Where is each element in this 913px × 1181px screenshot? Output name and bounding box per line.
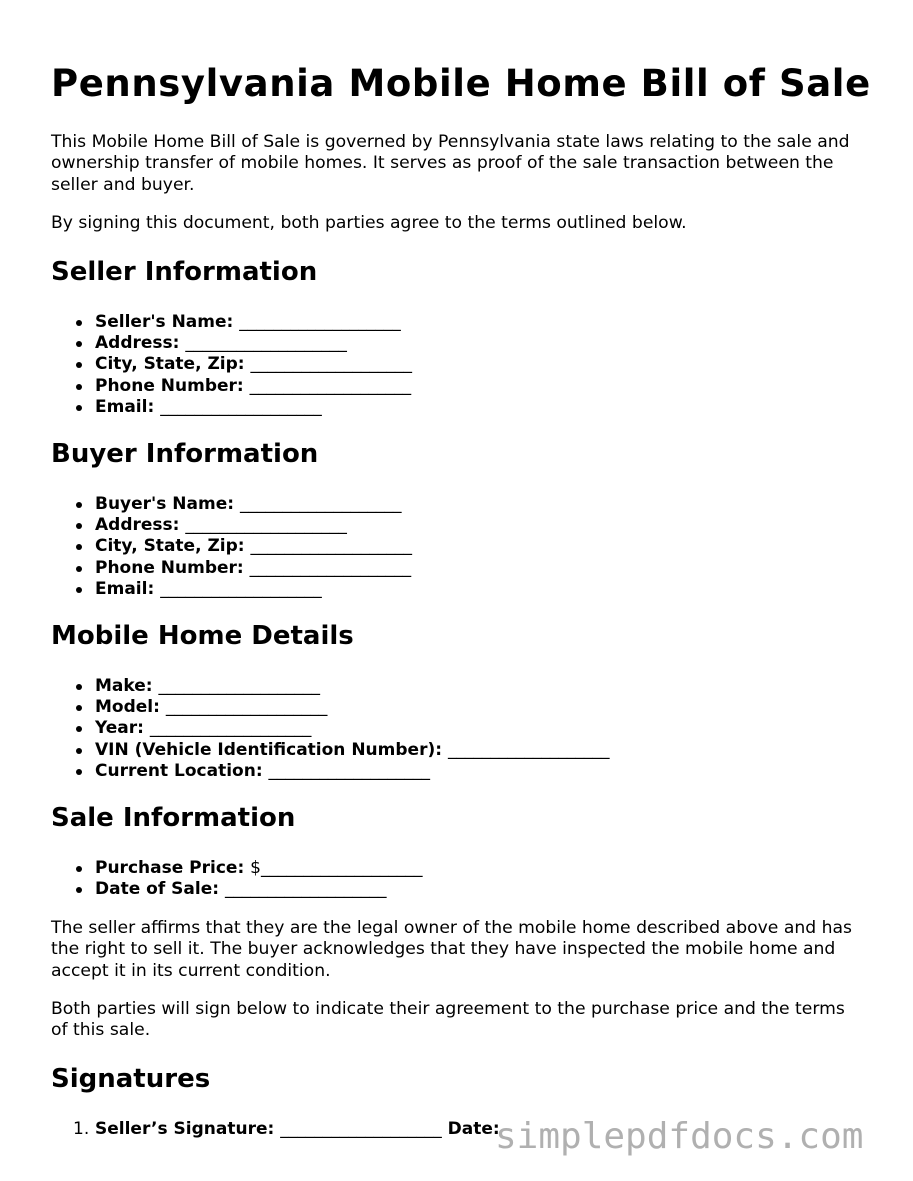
seller-heading: Seller Information bbox=[51, 257, 318, 287]
fill-blank[interactable]: ___________________ bbox=[160, 396, 322, 417]
sale-fields-list bbox=[95, 858, 423, 900]
list-item: Purchase Price: $___________________ bbox=[95, 858, 423, 878]
list-item: Current Location: ___________________ bbox=[95, 761, 609, 782]
list-item: Address: ___________________ bbox=[95, 515, 412, 536]
agreement-note: By signing this document, both parties agree to the terms outlined below. bbox=[51, 213, 687, 233]
buyer-heading: Buyer Information bbox=[51, 439, 319, 469]
signatures-heading: Signatures bbox=[51, 1064, 211, 1094]
document-title: Pennsylvania Mobile Home Bill of Sale bbox=[51, 62, 871, 105]
fill-blank[interactable]: ___________________ bbox=[249, 375, 412, 396]
list-item: VIN (Vehicle Identification Number): ___________________ bbox=[95, 739, 610, 760]
buyer-fields-list bbox=[95, 494, 412, 600]
signature-label: Seller’s Signature: bbox=[95, 1119, 275, 1139]
list-item: Model: ___________________ bbox=[95, 697, 609, 718]
fill-blank[interactable]: ___________________ bbox=[447, 739, 610, 760]
home-details-heading: Mobile Home Details bbox=[51, 621, 354, 651]
fill-blank[interactable]: ___________________ bbox=[165, 697, 328, 718]
list-item: City, State, Zip: ___________________ bbox=[95, 536, 412, 557]
affirmation-paragraph: The seller affirms that they are the legal owner of the mobile home described above and has the right to sell it. The buyer acknowledges that they have inspected the mobile home and accept it in its current condition. bbox=[51, 918, 853, 981]
watermark-logo: simplepdfdocs.com bbox=[495, 1116, 864, 1157]
list-item: Phone Number: ___________________ bbox=[95, 375, 412, 396]
fill-blank[interactable]: ___________________ bbox=[249, 557, 412, 578]
list-item: Phone Number: ___________________ bbox=[95, 557, 412, 578]
fill-blank[interactable]: ___________________ bbox=[185, 333, 347, 354]
list-item: Date of Sale: ___________________ bbox=[95, 879, 423, 900]
intro-paragraph: This Mobile Home Bill of Sale is governed by Pennsylvania state laws relating to the sale and ownership transfer of mobile homes. It serves as proof of the sale transaction between the seller and buyer. bbox=[51, 132, 850, 195]
fill-blank[interactable]: ___________________ bbox=[160, 578, 322, 599]
list-item: Make: ___________________ bbox=[95, 676, 609, 697]
list-item: Address: ___________________ bbox=[95, 333, 412, 354]
fill-blank[interactable]: ___________________ bbox=[250, 354, 412, 375]
list-item: Buyer's Name: ___________________ bbox=[95, 494, 412, 515]
fill-blank[interactable]: ___________________ bbox=[239, 312, 401, 332]
list-item: City, State, Zip: ___________________ bbox=[95, 354, 412, 375]
list-number: 1. bbox=[73, 1119, 90, 1139]
fill-blank[interactable]: ___________________ bbox=[185, 515, 347, 536]
signatures-list bbox=[73, 1119, 500, 1140]
fill-blank[interactable]: ___________________ bbox=[268, 760, 431, 781]
fill-blank[interactable]: ___________________ bbox=[261, 858, 423, 878]
closing-paragraph: Both parties will sign below to indicate their agreement to the purchase price and the terms of this sale. bbox=[51, 999, 845, 1041]
signature-blank[interactable]: ___________________ bbox=[280, 1119, 442, 1139]
sale-heading: Sale Information bbox=[51, 803, 296, 833]
fill-blank[interactable]: ___________________ bbox=[250, 536, 412, 557]
list-item: Email: ___________________ bbox=[95, 579, 412, 600]
fill-blank[interactable]: ___________________ bbox=[224, 879, 387, 900]
list-item: Year: ___________________ bbox=[95, 718, 609, 739]
list-item bbox=[73, 1119, 500, 1140]
list-item: Seller's Name: ___________________ bbox=[95, 312, 412, 333]
fill-blank[interactable]: ___________________ bbox=[158, 676, 320, 696]
price-prefix: $ bbox=[250, 858, 261, 878]
seller-fields-list bbox=[95, 312, 412, 418]
date-label: Date: bbox=[447, 1119, 500, 1139]
fill-blank[interactable]: ___________________ bbox=[239, 494, 402, 514]
fill-blank[interactable]: ___________________ bbox=[149, 718, 312, 739]
home-fields-list bbox=[95, 676, 609, 782]
list-item: Email: ___________________ bbox=[95, 397, 412, 418]
